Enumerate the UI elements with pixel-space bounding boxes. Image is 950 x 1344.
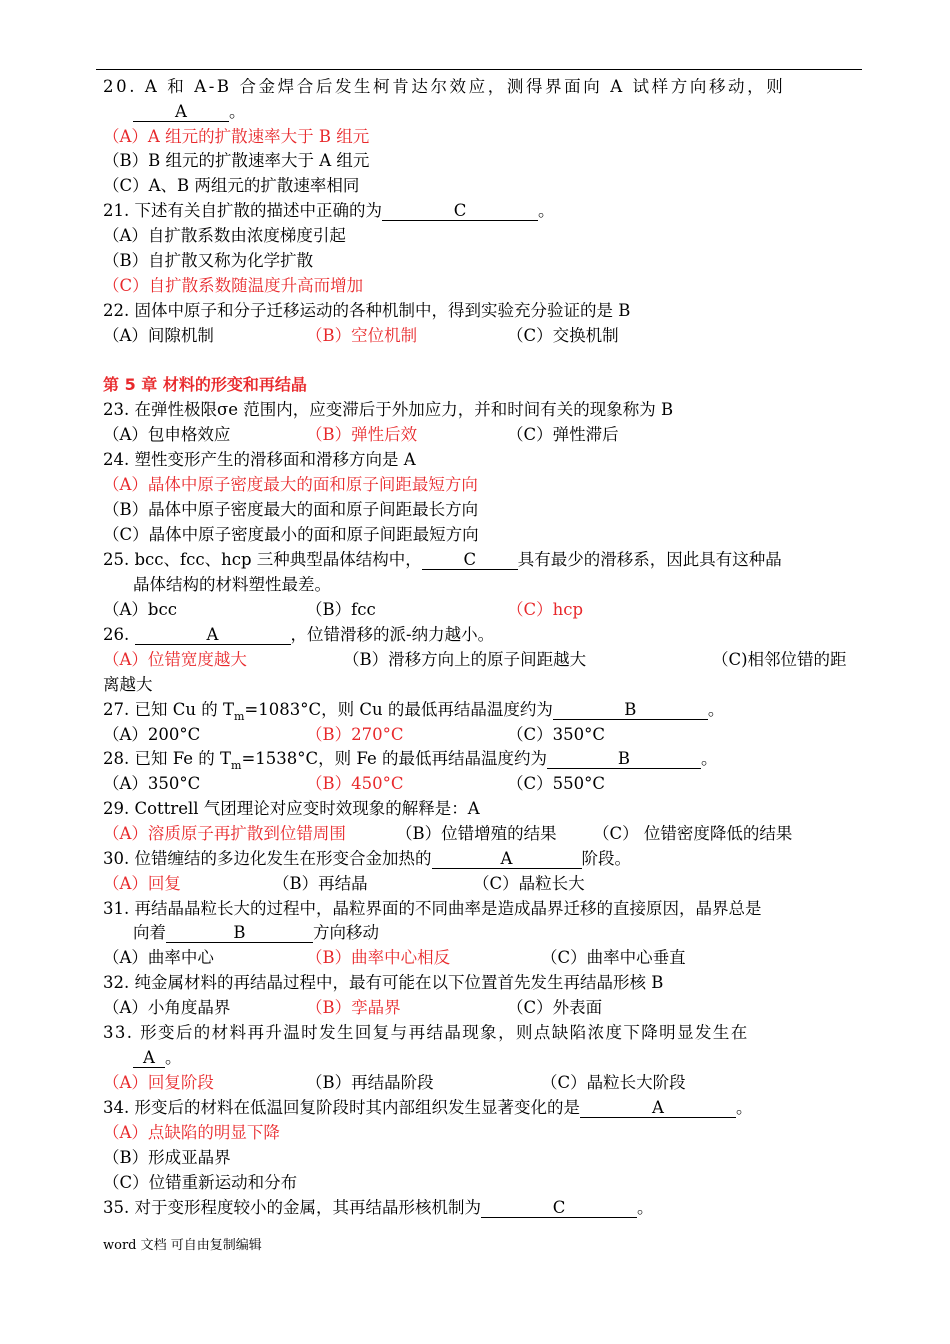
q22-stem: 22. 固体中原子和分子迁移运动的各种机制中，得到实验充分验证的是 B xyxy=(103,301,631,320)
q31-stem-line2: 向着 B 方向移动 xyxy=(133,923,379,942)
q33-stem: 33. 形变后的材料再升温时发生回复与再结晶现象，则点缺陷浓度下降明显发生在 xyxy=(103,1023,749,1042)
q34-option-b: （B）形成亚晶界 xyxy=(103,1148,231,1167)
q30-option-c: （C）晶粒长大 xyxy=(473,874,585,893)
q26-option-c-cont: 离越大 xyxy=(103,675,153,694)
q33-option-a: （A）回复阶段 xyxy=(103,1073,214,1092)
q28-option-c: （C）550°C xyxy=(507,774,605,793)
q24-option-a: （A）晶体中原子密度最大的面和原子间距最短方向 xyxy=(103,475,478,494)
q27-stem: 27. 已知 Cu 的 $T_m=1083^\circ C$，则 Cu 的最低再结晶温度约为 B 。 xyxy=(103,700,725,723)
q34-stem: 34. 形变后的材料在低温回复阶段时其内部组织发生显著变化的是 A 。 xyxy=(103,1098,753,1117)
q20-blank: A xyxy=(133,103,229,122)
q21-option-a: （A）自扩散系数由浓度梯度引起 xyxy=(103,226,346,245)
q26-stem: 26. A ，位错滑移的派-纳力越小。 xyxy=(103,625,495,644)
q21-option-c: （C）自扩散系数随温度升高而增加 xyxy=(103,276,364,295)
header-rule xyxy=(96,69,862,70)
q25-blank: C xyxy=(422,551,518,570)
q32-option-c: （C）外表面 xyxy=(507,998,603,1017)
q28-stem: 28. 已知 Fe 的 $T_m=1538^\circ C$，则 Fe 的最低再结晶温度约为 B 。 xyxy=(103,749,718,772)
q33-blank-line: A 。 xyxy=(133,1047,182,1069)
q22-option-b: （B）空位机制 xyxy=(306,326,418,345)
q31-option-c: （C）曲率中心垂直 xyxy=(541,948,686,967)
q22-option-a: （A）间隙机制 xyxy=(103,326,214,345)
q25-option-b: （B）fcc xyxy=(306,600,376,619)
q33-blank: A xyxy=(133,1049,165,1068)
q23-option-c: （C）弹性滞后 xyxy=(507,425,619,444)
q30-stem: 30. 位错缠结的多边化发生在形变合金加热的 A 阶段。 xyxy=(103,849,631,868)
q33-option-c: （C）晶粒长大阶段 xyxy=(541,1073,686,1092)
q28-blank: B xyxy=(547,750,701,769)
q21-stem: 21. 下述有关自扩散的描述中正确的为 C 。 xyxy=(103,201,555,220)
q20-option-a: （A）A 组元的扩散速率大于 B 组元 xyxy=(103,127,370,146)
q25-stem: 25. bcc、fcc、hcp 三种典型晶体结构中， C 具有最少的滑移系，因此具有这种晶 xyxy=(103,550,782,569)
q22-option-c: （C）交换机制 xyxy=(507,326,619,345)
q34-option-a: （A）点缺陷的明显下降 xyxy=(103,1123,280,1142)
q26-option-b: （B）滑移方向上的原子间距越大 xyxy=(343,650,587,669)
q31-option-a: （A）曲率中心 xyxy=(103,948,214,967)
q30-blank: A xyxy=(432,850,582,869)
q24-option-c: （C）晶体中原子密度最小的面和原子间距最短方向 xyxy=(103,525,479,544)
q27-option-b: （B）270°C xyxy=(306,725,404,744)
q20-blank-line: A 。 xyxy=(133,101,246,123)
q31-blank: B xyxy=(166,924,313,943)
q35-blank: C xyxy=(481,1199,637,1218)
q20-option-b: （B）B 组元的扩散速率大于 A 组元 xyxy=(103,151,370,170)
q24-stem: 24. 塑性变形产生的滑移面和滑移方向是 A xyxy=(103,450,416,469)
q27-option-a: （A）200°C xyxy=(103,725,201,744)
q35-stem: 35. 对于变形程度较小的金属，其再结晶形核机制为 C 。 xyxy=(103,1198,654,1217)
q32-option-b: （B）孪晶界 xyxy=(306,998,401,1017)
q26-option-c: （C)相邻位错的距 xyxy=(712,650,847,669)
q28-option-b: （B）450°C xyxy=(306,774,404,793)
q30-option-a: （A）回复 xyxy=(103,874,181,893)
q30-option-b: （B）再结晶 xyxy=(273,874,368,893)
q25-stem-line2: 晶体结构的材料塑性最差。 xyxy=(133,575,331,594)
q33-option-b: （B）再结晶阶段 xyxy=(306,1073,434,1092)
q28-option-a: （A）350°C xyxy=(103,774,201,793)
q29-option-b: （B）位错增殖的结果 xyxy=(396,824,557,843)
q21-blank: C xyxy=(382,202,538,221)
q29-option-c: （C） 位错密度降低的结果 xyxy=(593,824,793,843)
q23-option-a: （A）包申格效应 xyxy=(103,425,231,444)
q27-option-c: （C）350°C xyxy=(507,725,605,744)
q20-stem: 20. A 和 A-B 合金焊合后发生柯肯达尔效应，测得界面向 A 试样方向移动，则 xyxy=(103,77,786,96)
q29-stem: 29. Cottrell 气团理论对应变时效现象的解释是：A xyxy=(103,799,480,818)
q21-option-b: （B）自扩散又称为化学扩散 xyxy=(103,251,314,270)
q34-blank: A xyxy=(580,1099,736,1118)
q23-stem: 23. 在弹性极限σe 范围内，应变滞后于外加应力，并和时间有关的现象称为 B xyxy=(103,400,674,419)
q31-option-b: （B）曲率中心相反 xyxy=(306,948,451,967)
q32-stem: 32. 纯金属材料的再结晶过程中，最有可能在以下位置首先发生再结晶形核 B xyxy=(103,973,664,992)
q32-option-a: （A）小角度晶界 xyxy=(103,998,231,1017)
q25-option-c: （C）hcp xyxy=(507,600,584,619)
q31-stem: 31. 再结晶晶粒长大的过程中，晶粒界面的不同曲率是造成晶界迁移的直接原因，晶界总是 xyxy=(103,899,762,918)
q26-blank: A xyxy=(135,626,291,645)
page-footer: word 文档 可自由复制编辑 xyxy=(103,1238,262,1253)
q26-option-a: （A）位错宽度越大 xyxy=(103,650,247,669)
q29-option-a: （A）溶质原子再扩散到位错周围 xyxy=(103,824,346,843)
q27-blank: B xyxy=(553,701,708,720)
q25-option-a: （A）bcc xyxy=(103,600,177,619)
q34-option-c: （C）位错重新运动和分布 xyxy=(103,1173,298,1192)
q23-option-b: （B）弹性后效 xyxy=(306,425,418,444)
chapter-5-title: 第 5 章 材料的形变和再结晶 xyxy=(103,375,307,394)
q24-option-b: （B）晶体中原子密度最大的面和原子间距最长方向 xyxy=(103,500,479,519)
q20-option-c: （C）A、B 两组元的扩散速率相同 xyxy=(103,176,360,195)
